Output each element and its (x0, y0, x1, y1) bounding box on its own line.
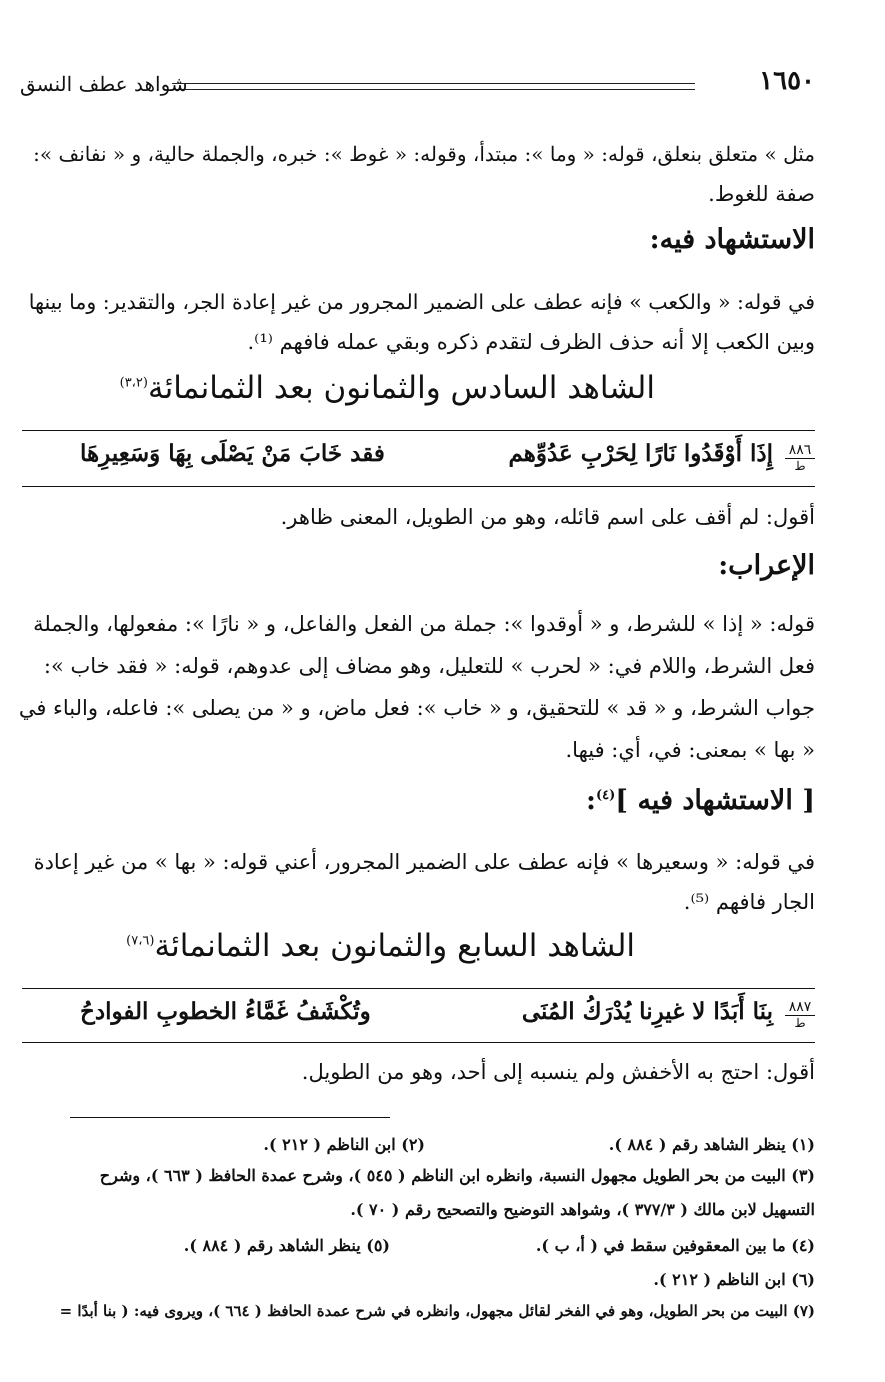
section-heading: الإعراب: (718, 550, 815, 581)
paragraph-line: قوله: « إذا » للشرط، و « أوقدوا »: جملة من الفعل والفاعل، و « نارًا »: مفعولها، والجملة (33, 612, 815, 636)
verse-bottom-rule (22, 1042, 815, 1043)
witness-title-text: الشاهد السادس والثمانون بعد الثمانمائة (147, 370, 655, 406)
verse-number-value: ٨٨٧ (785, 1000, 815, 1016)
footnote-separator (70, 1117, 390, 1118)
verse-hemistich-2: فقد خَابَ مَنْ يَصْلَى بِهَا وَسَعِيرِهَا (80, 440, 385, 467)
paragraph-line: أقول: لم أقف على اسم قائله، وهو من الطويل، المعنى ظاهر. (280, 505, 815, 529)
witness-title-text: الشاهد السابع والثمانون بعد الثمانمائة (154, 928, 635, 964)
paragraph-line: جواب الشرط، و « قد » للتحقيق، و « خاب »: فعل ماض، و « من يصلى »: فاعله، والباء في (18, 696, 815, 720)
verse-number (785, 443, 815, 473)
verse-number-value: ٨٨٦ (785, 443, 815, 459)
heading-colon: : (586, 785, 596, 816)
footnote: (٥) ينظر الشاهد رقم ( ٨٨٤ ). (183, 1236, 390, 1255)
paragraph-line: أقول: احتج به الأخفش ولم ينسبه إلى أحد، وهو من الطويل. (301, 1060, 815, 1084)
meter-code: ط (794, 459, 806, 473)
paragraph-line: في قوله: « والكعب » فإنه عطف على الضمير المجرور من غير إعادة الجر، والتقدير: وما بينها (28, 290, 815, 314)
paragraph-line: الجار فافهم ⁽⁵⁾. (683, 890, 815, 914)
page-number: ١٦٥٠ (759, 66, 815, 96)
witness-title (120, 370, 655, 406)
footnote: (٣) البيت من بحر الطويل مجهول النسبة، وانظره ابن الناظم ( ٥٤٥ )، وشرح عمدة الحافظ ( ٦٦٣ )، وشرح (99, 1166, 815, 1185)
paragraph-line: فعل الشرط، واللام في: « لحرب » للتعليل، وهو مضاف إلى عدوهم، قوله: « فقد خاب »: (43, 654, 815, 678)
verse-number (785, 1000, 815, 1030)
paragraph-line: في قوله: « وسعيرها » فإنه عطف على الضمير المجرور، أعني قوله: « بها » من غير إعادة (33, 850, 815, 874)
section-heading-text: [ الاستشهاد فيه ] (615, 785, 815, 816)
running-title: شواهد عطف النسق (20, 72, 188, 96)
header-double-rule (172, 83, 695, 90)
footnote: التسهيل لابن مالك ( ٣٧٧/٣ )، وشواهد التوضيح والتصحيح رقم ( ٧٠ ). (350, 1200, 815, 1219)
footnote-ref: (٧،٦) (126, 933, 155, 949)
verse-hemistich-1: بِنَا أَبَدًا لا غيرِنا يُدْرَكُ المُنَى (521, 998, 773, 1025)
footnote: (٦) ابن الناظم ( ٢١٢ ). (653, 1270, 815, 1289)
verse-hemistich-1: إِذَا أَوْقَدُوا نَارًا لِحَرْبِ عَدُوِّهم (508, 440, 773, 467)
paragraph-line: وبين الكعب إلا أنه حذف الظرف لتقدم ذكره وبقي عمله فافهم ⁽¹⁾. (247, 330, 815, 354)
footnote-ref: (٤) (595, 788, 616, 803)
footnote: (٧) البيت من بحر الطويل، وهو في الفخر لقائل مجهول، وانظره في شرح عمدة الحافظ ( ٦٦٤ )، ويروى فيه: ( بنا أبدًا = (59, 1302, 815, 1320)
paragraph-line: « بها » بمعنى: في، أي: فيها. (565, 738, 815, 762)
section-heading (586, 785, 815, 816)
meter-code: ط (794, 1016, 806, 1030)
footnote: (٢) ابن الناظم ( ٢١٢ ). (263, 1135, 425, 1154)
verse-hemistich-2: وتُكْشَفُ غَمَّاءُ الخطوبِ الفوادحُ (80, 998, 371, 1025)
paragraph-line: مثل » متعلق بنعلق، قوله: « وما »: مبتدأ، وقوله: « غوط »: خبره، والجملة حالية، و « نفانف »: (33, 142, 815, 166)
section-heading: الاستشهاد فيه: (649, 224, 815, 255)
verse-top-rule (22, 988, 815, 989)
paragraph-line: صفة للغوط. (708, 182, 815, 206)
footnote: (٤) ما بين المعقوفين سقط في ( أ، ب ). (535, 1236, 815, 1255)
footnote: (١) ينظر الشاهد رقم ( ٨٨٤ ). (608, 1135, 815, 1154)
footnote-ref: (٣،٢) (119, 375, 148, 391)
verse-bottom-rule (22, 486, 815, 487)
witness-title (126, 928, 635, 964)
verse-top-rule (22, 430, 815, 431)
